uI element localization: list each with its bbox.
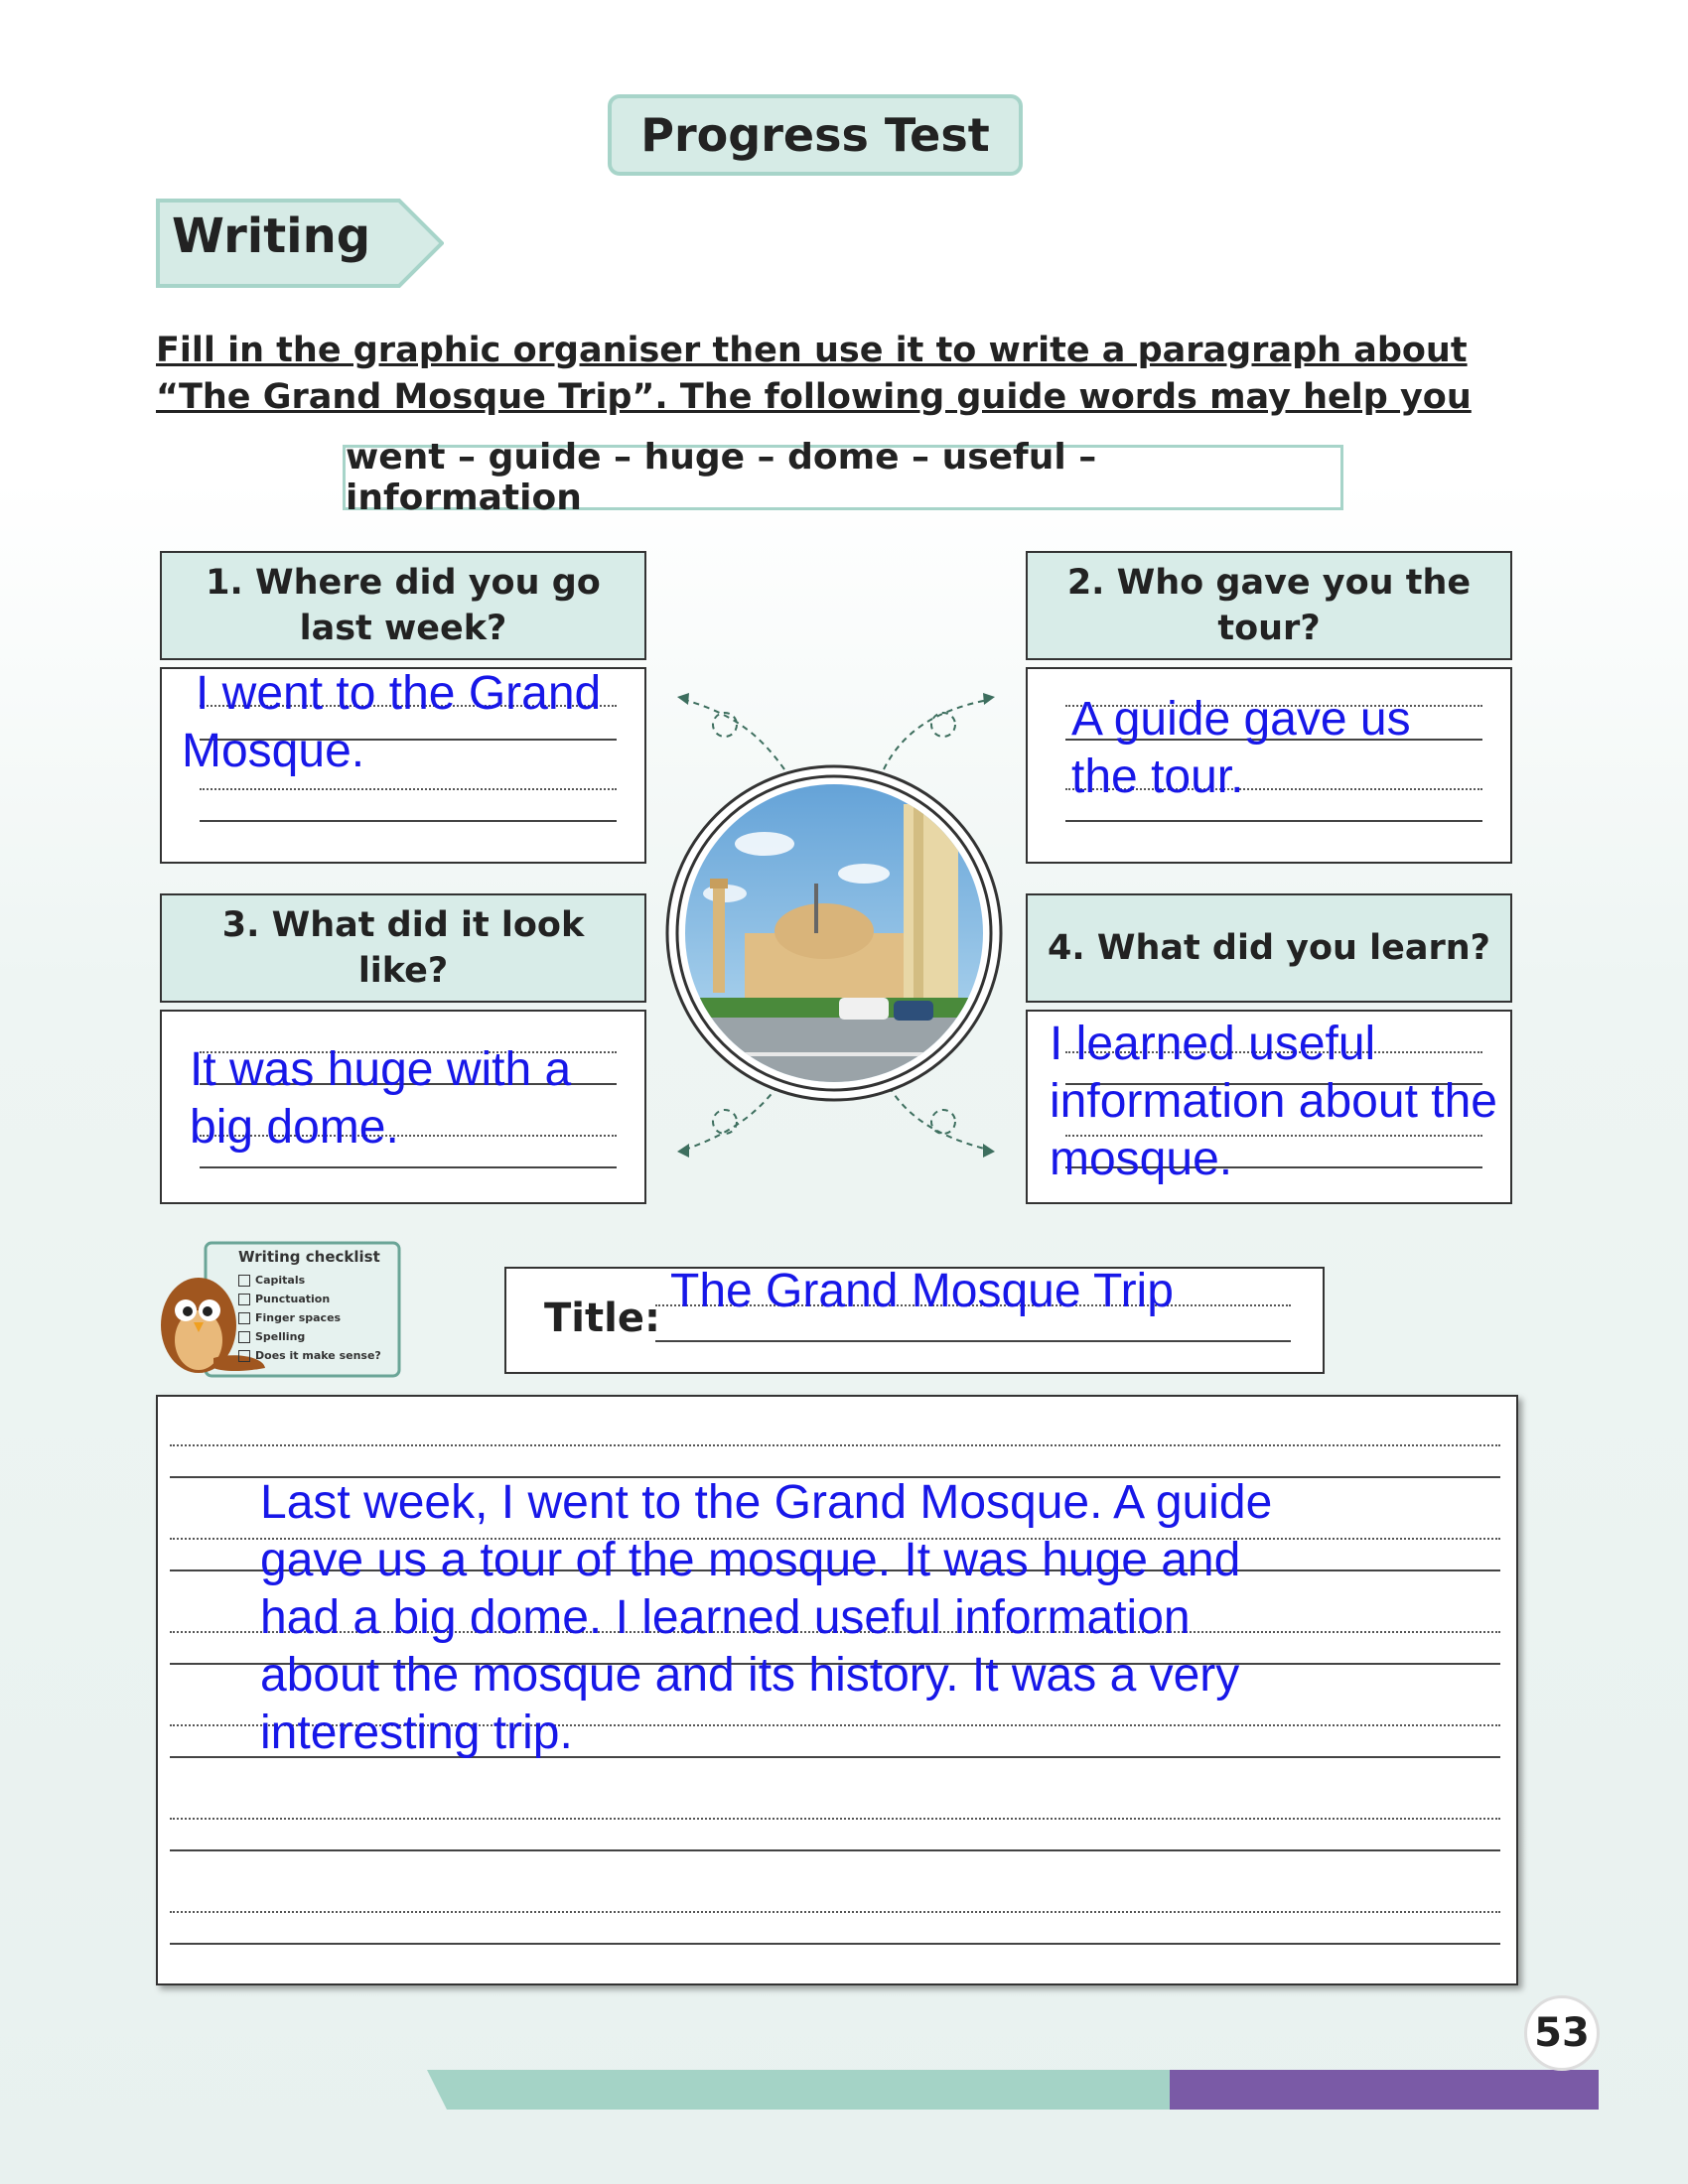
page-title: Progress Test xyxy=(608,94,1023,176)
answer-4-box[interactable] xyxy=(1026,1010,1512,1204)
checkbox-icon[interactable] xyxy=(238,1275,250,1287)
title-answer: The Grand Mosque Trip xyxy=(670,1265,1174,1317)
checklist-item: Finger spaces xyxy=(238,1308,381,1327)
guide-words-box: went – guide – huge – dome – useful – information xyxy=(343,445,1343,510)
arrow-top-left xyxy=(685,700,784,769)
answer-4-text: I learned useful information about the mosque. xyxy=(1050,1018,1497,1185)
checklist-title: Writing checklist xyxy=(238,1248,380,1266)
question-1-heading: 1. Where did you go last week? xyxy=(160,551,646,660)
paragraph-text: Last week, I went to the Grand Mosque. A guide gave us a tour of the mosque. It was huge and had a big dome. I learned useful information about the mosque and its history. It was a very interesting trip. xyxy=(260,1476,1273,1759)
footer-band-purple xyxy=(1170,2070,1599,2110)
answer-3-text: It was huge with a big dome. xyxy=(190,1043,572,1154)
instructions: Fill in the graphic organiser then use it to write a paragraph about “The Grand Mosque Trip”. The following guide words may help you xyxy=(156,331,1472,417)
checklist-items xyxy=(238,1271,381,1365)
answer-1-box[interactable] xyxy=(160,667,646,864)
checkbox-icon[interactable] xyxy=(238,1350,250,1362)
answer-1-text: I went to the Grand Mosque. xyxy=(182,667,602,777)
answer-3-box[interactable] xyxy=(160,1010,646,1204)
checklist-item: Capitals xyxy=(238,1271,381,1290)
question-4-heading: 4. What did you learn? xyxy=(1026,893,1512,1003)
checklist-item: Does it make sense? xyxy=(238,1346,381,1365)
page-number: 53 xyxy=(1524,1995,1600,2071)
checklist-item: Punctuation xyxy=(238,1290,381,1308)
checkbox-icon[interactable] xyxy=(238,1331,250,1343)
checkbox-icon[interactable] xyxy=(238,1312,250,1324)
question-2-heading: 2. Who gave you the tour? xyxy=(1026,551,1512,660)
section-title: Writing xyxy=(172,208,371,264)
question-3-heading: 3. What did it look like? xyxy=(160,893,646,1003)
grand-mosque-image xyxy=(665,764,1003,1102)
answer-2-box[interactable] xyxy=(1026,667,1512,864)
checklist-item: Spelling xyxy=(238,1327,381,1346)
title-label: Title: xyxy=(544,1296,660,1341)
checkbox-icon[interactable] xyxy=(238,1294,250,1305)
answer-2-text: A guide gave us the tour. xyxy=(1071,693,1411,803)
